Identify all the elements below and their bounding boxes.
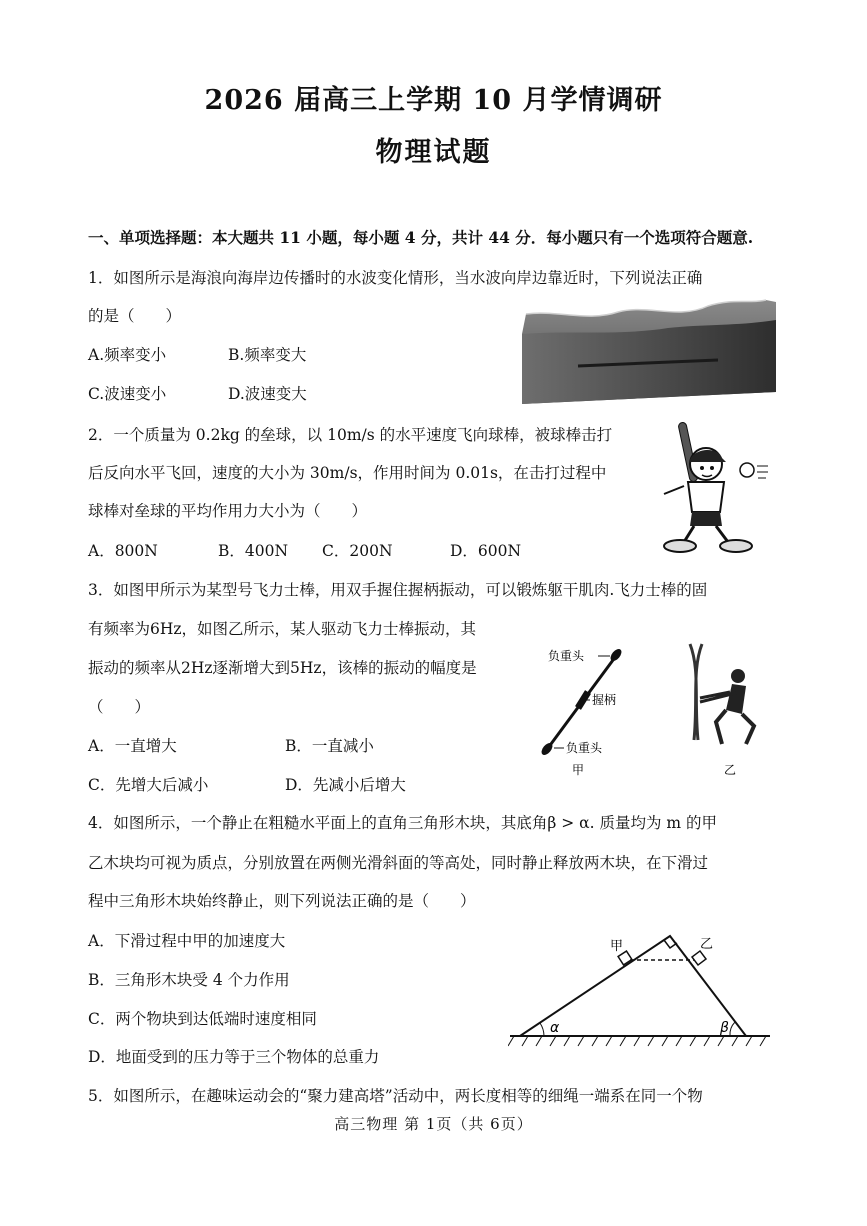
page-footer: 高三物理 第 1页（共 6页） — [334, 1115, 533, 1133]
q3-option-d: D．先减小后增大 — [285, 776, 406, 794]
q4-line1: 4．如图所示，一个静止在粗糙水平面上的直角三角形木块，其底角β > α. 质量均为 m 的甲 — [88, 814, 718, 832]
q1-option-c: C.波速变小 — [88, 385, 167, 403]
q2-line3: 球棒对垒球的平均作用力大小为（ ） — [88, 502, 368, 520]
q5-line1: 5．如图所示，在趣味运动会的“聚力建高塔”活动中，两长度相等的细绳一端系在同一个物 — [88, 1087, 703, 1105]
q4-option-d: D．地面受到的压力等于三个物体的总重力 — [88, 1048, 380, 1066]
q4-line3: 程中三角形木块始终静止，则下列说法正确的是（ ） — [88, 892, 476, 910]
q1-wave-figure — [518, 296, 780, 406]
q3-option-a: A．一直增大 — [88, 737, 177, 755]
q3-flexibar-figure — [540, 640, 780, 780]
q3-label-handle: 握柄 — [592, 693, 617, 707]
q4-wedge-figure — [508, 924, 772, 1050]
q1-line2: 的是（ ） — [88, 307, 182, 325]
q4-label-yi: 乙 — [700, 937, 714, 952]
q1-option-d: D.波速变大 — [228, 385, 307, 403]
section-heading: 一、单项选择题：本大题共 11 小题，每小题 4 分，共计 44 分．每小题只有一个选项符合题意. — [88, 228, 754, 247]
q2-option-c: C．200N — [322, 542, 393, 560]
q2-batter-figure — [654, 420, 772, 556]
exam-title: 2026 届高三上学期 10 月学情调研 — [204, 85, 663, 116]
q3-line2: 有频率为6Hz，如图乙所示，某人驱动飞力士棒振动，其 — [88, 620, 477, 638]
q1-option-a: A.频率变小 — [88, 346, 167, 364]
q3-caption-yi: 乙 — [724, 763, 737, 777]
q3-caption-jia: 甲 — [572, 763, 585, 777]
q3-line3: 振动的频率从2Hz逐渐增大到5Hz，该棒的振动的幅度是 — [88, 659, 477, 677]
q4-label-jia: 甲 — [610, 939, 624, 954]
q2-option-b: B．400N — [218, 542, 289, 560]
q1-option-b: B.频率变大 — [228, 346, 307, 364]
q3-line4: （ ） — [88, 698, 151, 716]
q4-label-beta: β — [720, 1020, 729, 1036]
q2-option-a: A．800N — [88, 542, 158, 560]
exam-subtitle: 物理试题 — [375, 137, 492, 168]
q4-option-a: A．下滑过程中甲的加速度大 — [88, 932, 286, 950]
q1-line1: 1．如图所示是海浪向海岸边传播时的水波变化情形，当水波向岸边靠近时，下列说法正确 — [88, 269, 703, 287]
q3-option-b: B．一直减小 — [285, 737, 374, 755]
q4-option-c: C．两个物块到达低端时速度相同 — [88, 1010, 317, 1028]
q3-line1: 3．如图甲所示为某型号飞力士棒，用双手握住握柄振动，可以锻炼躯干肌肉.飞力士棒的固 — [88, 581, 708, 599]
q4-line2: 乙木块均可视为质点，分别放置在两侧光滑斜面的等高处，同时静止释放两木块，在下滑过 — [88, 854, 709, 872]
q2-line1: 2．一个质量为 0.2kg 的垒球，以 10m/s 的水平速度飞向球棒，被球棒击打 — [88, 426, 613, 444]
q3-label-weight-top: 负重头 — [548, 649, 585, 663]
q2-option-d: D．600N — [450, 542, 522, 560]
q3-option-c: C．先增大后减小 — [88, 776, 209, 794]
q2-line2: 后反向水平飞回，速度的大小为 30m/s，作用时间为 0.01s，在击打过程中 — [88, 464, 607, 482]
q3-label-weight-bottom: 负重头 — [566, 741, 603, 755]
q4-option-b: B．三角形木块受 4 个力作用 — [88, 971, 290, 989]
q4-label-alpha: α — [550, 1020, 560, 1036]
